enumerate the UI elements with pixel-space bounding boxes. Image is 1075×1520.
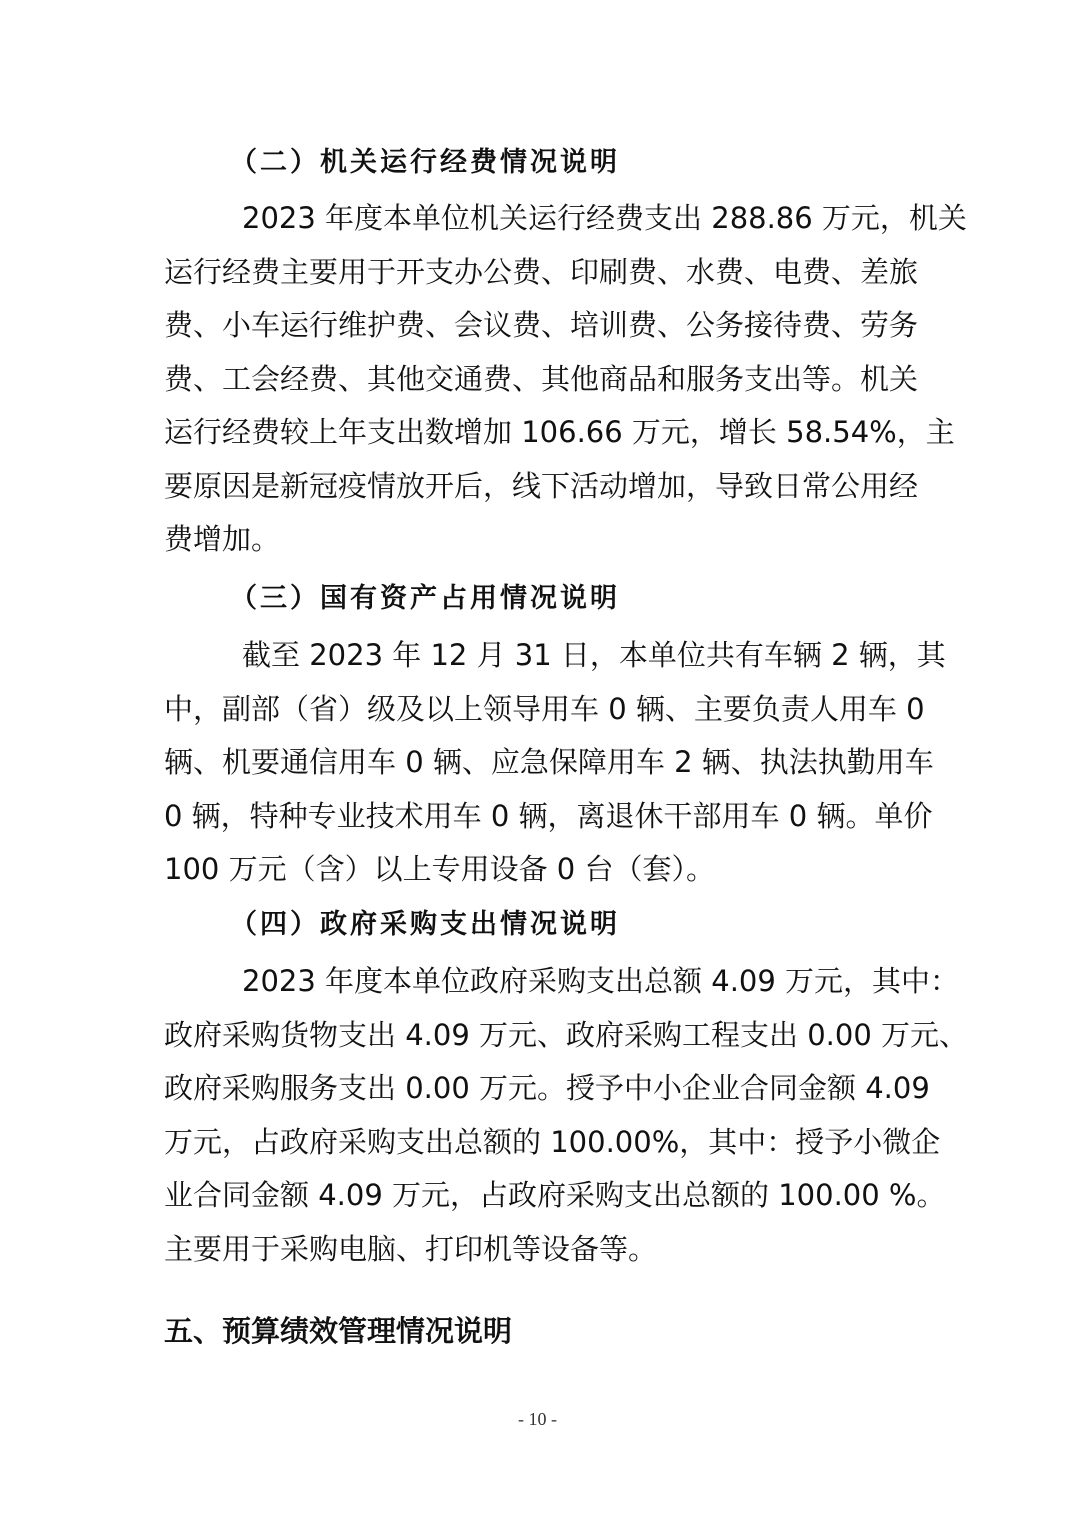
text-line: 2023 年度本单位机关运行经费支出 288.86 万元，机关: [242, 201, 967, 235]
text-line: 运行经费较上年支出数增加 106.66 万元，增长 58.54%，主: [164, 415, 955, 449]
section-heading-government-procurement: （四）政府采购支出情况说明: [230, 909, 620, 940]
section-heading-state-assets: （三）国有资产占用情况说明: [230, 583, 620, 614]
text-line: 费、工会经费、其他交通费、其他商品和服务支出等。机关: [164, 361, 919, 396]
text-line: 100 万元（含）以上专用设备 0 台（套）。: [164, 852, 715, 886]
text-line: 辆、机要通信用车 0 辆、应急保障用车 2 辆、执法执勤用车: [164, 745, 934, 779]
paragraph-state-assets: [164, 629, 946, 897]
text-line: 政府采购服务支出 0.00 万元。授予中小企业合同金额 4.09: [164, 1071, 930, 1105]
text-line: 2023 年度本单位政府采购支出总额 4.09 万元，其中：: [242, 964, 960, 998]
page-number: - 10 -: [518, 1409, 557, 1429]
text-line: 万元，占政府采购支出总额的 100.00%，其中：授予小微企: [164, 1124, 941, 1159]
section-heading-budget-performance: 五、预算绩效管理情况说明: [164, 1314, 513, 1348]
text-line: 中，副部（省）级及以上领导用车 0 辆、主要负责人用车 0: [164, 691, 925, 726]
text-line: 0 辆，特种专业技术用车 0 辆，离退休干部用车 0 辆。单价: [164, 798, 933, 833]
section-heading-operating-expenses: （二）机关运行经费情况说明: [230, 147, 620, 178]
paragraph-operating-expenses: [164, 192, 967, 567]
text-line: 主要用于采购电脑、打印机等设备等。: [164, 1231, 658, 1266]
text-line: 运行经费主要用于开支办公费、印刷费、水费、电费、差旅: [164, 254, 919, 289]
text-line: 费增加。: [164, 522, 281, 556]
text-line: 截至 2023 年 12 月 31 日，本单位共有车辆 2 辆，其: [242, 638, 946, 672]
paragraph-government-procurement: [164, 955, 969, 1276]
text-line: 费、小车运行维护费、会议费、培训费、公务接待费、劳务: [164, 308, 919, 342]
text-line: 政府采购货物支出 4.09 万元、政府采购工程支出 0.00 万元、: [164, 1017, 969, 1052]
text-line: 要原因是新冠疫情放开后，线下活动增加，导致日常公用经: [164, 468, 919, 503]
text-line: 业合同金额 4.09 万元，占政府采购支出总额的 100.00 %。: [164, 1178, 946, 1212]
